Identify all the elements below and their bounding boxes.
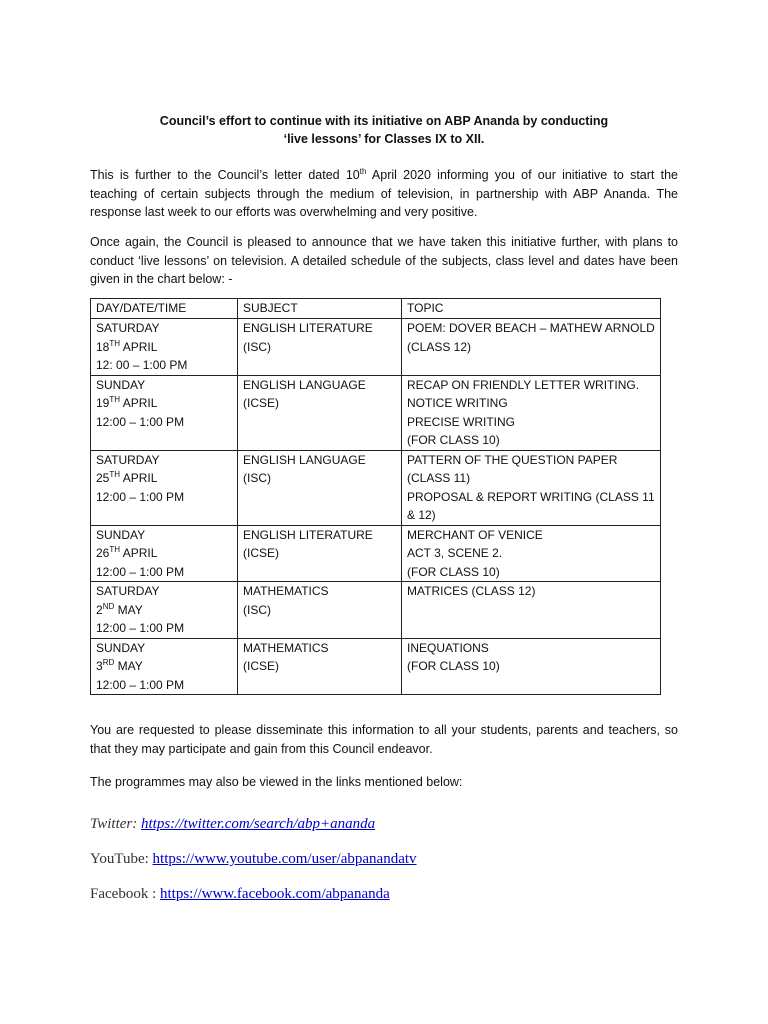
intro-text-b: April 2020 informing you of our initiative to start the teaching of certain subjects through the medium of television, in partnership with ABP Ananda. The response last week to our efforts was overwhelming and very positive. [90, 168, 678, 219]
topic-line: POEM: DOVER BEACH – MATHEW ARNOLD [407, 321, 655, 335]
subject-name: ENGLISH LANGUAGE [243, 452, 366, 467]
intro-text-a: This is further to the Council’s letter dated 10 [90, 168, 360, 182]
header-day-date-time: DAY/DATE/TIME [91, 299, 238, 319]
topic-line: PRECISE WRITING [407, 414, 516, 429]
facebook-link[interactable]: https://www.facebook.com/abpananda [159, 886, 390, 902]
cell-day-date-time [91, 525, 238, 582]
youtube-line [90, 851, 417, 868]
cell-time: 12:00 – 1:00 PM [96, 489, 185, 504]
intro-paragraph [90, 166, 678, 222]
table-header-row [91, 299, 661, 319]
date-month: MAY [114, 602, 143, 617]
cell-time: 12:00 – 1:00 PM [96, 621, 185, 635]
table-row [91, 582, 661, 639]
topic-line: INEQUATIONS [407, 640, 489, 655]
cell-day-date-time [91, 638, 238, 695]
cell-subject [238, 319, 402, 376]
date-month: APRIL [120, 546, 158, 560]
intro-superscript: th [359, 166, 367, 176]
title-line-2: ‘live lessons’ for Classes IX to XII. [283, 132, 485, 146]
topic-line: (CLASS 12) [407, 339, 472, 354]
cell-subject [238, 638, 402, 695]
date-month: APRIL [120, 339, 158, 354]
table-row [91, 525, 661, 582]
cell-day: SUNDAY [96, 527, 146, 542]
cell-date [96, 338, 237, 357]
title-line-1: Council’s effort to continue with its initiative on ABP Ananda by conducting [159, 114, 609, 128]
subject-name: ENGLISH LANGUAGE [243, 377, 366, 392]
table-row [91, 638, 661, 695]
date-suffix: TH [109, 545, 121, 554]
header-subject: SUBJECT [238, 299, 402, 319]
cell-time: 12:00 – 1:00 PM [96, 414, 185, 429]
cell-subject [238, 375, 402, 450]
date-month: MAY [114, 659, 143, 673]
twitter-line [90, 816, 375, 833]
date-month: APRIL [120, 471, 158, 485]
links-intro-paragraph: The programmes may also be viewed in the links mentioned below: [90, 775, 463, 789]
date-suffix: RD [102, 658, 115, 667]
date-suffix: ND [102, 601, 115, 611]
cell-day: SUNDAY [96, 640, 146, 655]
cell-topic [402, 638, 661, 695]
facebook-label: Facebook : [90, 886, 160, 902]
date-number: 18 [96, 339, 110, 354]
topic-line: ACT 3, SCENE 2. [407, 546, 503, 560]
cell-day-date-time [91, 319, 238, 376]
topic-line: (FOR CLASS 10) [407, 564, 500, 579]
cell-day-date-time [91, 582, 238, 639]
date-number: 2 [96, 602, 103, 617]
date-number: 3 [96, 659, 103, 673]
youtube-link[interactable]: https://www.youtube.com/user/abpanandatv [152, 851, 417, 867]
cell-time: 12: 00 – 1:00 PM [96, 358, 188, 372]
subject-board: (ISC) [243, 339, 271, 354]
cell-date [96, 469, 237, 488]
document-title [90, 112, 678, 148]
topic-line: NOTICE WRITING [407, 396, 508, 410]
date-suffix: TH [109, 470, 121, 479]
subject-board: (ICSE) [243, 546, 279, 560]
cell-subject [238, 525, 402, 582]
header-topic: TOPIC [402, 299, 661, 319]
date-suffix: TH [109, 338, 121, 348]
cell-day: SUNDAY [96, 377, 146, 392]
cell-day-date-time [91, 375, 238, 450]
subject-board: (ISC) [243, 602, 271, 617]
cell-topic [402, 525, 661, 582]
cell-day-date-time [91, 450, 238, 525]
subject-board: (ICSE) [243, 396, 279, 410]
cell-day: SATURDAY [96, 584, 160, 598]
topic-line: (FOR CLASS 10) [407, 433, 500, 447]
cell-date [96, 657, 237, 676]
table-row [91, 319, 661, 376]
cell-date [96, 394, 237, 413]
topic-line: (FOR CLASS 10) [407, 659, 500, 673]
topic-line: RECAP ON FRIENDLY LETTER WRITING. [407, 377, 640, 392]
cell-subject [238, 450, 402, 525]
cell-time: 12:00 – 1:00 PM [96, 564, 185, 579]
cell-date [96, 544, 237, 563]
cell-day: SATURDAY [96, 321, 160, 335]
facebook-line [90, 886, 390, 903]
cell-topic [402, 582, 661, 639]
topic-line: PATTERN OF THE QUESTION PAPER (CLASS 11) [407, 452, 618, 485]
date-number: 19 [96, 396, 110, 410]
subject-name: ENGLISH LITERATURE [243, 321, 373, 335]
subject-board: (ISC) [243, 471, 271, 485]
topic-line: MERCHANT OF VENICE [407, 527, 543, 542]
date-suffix: TH [109, 395, 121, 404]
table-row [91, 450, 661, 525]
cell-time: 12:00 – 1:00 PM [96, 677, 185, 692]
date-month: APRIL [120, 396, 158, 410]
table-row [91, 375, 661, 450]
subject-name: MATHEMATICS [243, 640, 329, 655]
announcement-paragraph: Once again, the Council is pleased to announce that we have taken this initiative further, with plans to conduct ‘live lessons’ on television. A detailed schedule of the subjects, class level and dates have been given in the chart below: - [90, 235, 678, 286]
cell-date [96, 601, 237, 620]
cell-subject [238, 582, 402, 639]
schedule-table [90, 298, 661, 695]
date-number: 25 [96, 471, 110, 485]
cell-topic [402, 450, 661, 525]
cell-day: SATURDAY [96, 452, 160, 467]
topic-line: PROPOSAL & REPORT WRITING (CLASS 11 & 12) [407, 489, 655, 522]
topic-line: MATRICES (CLASS 12) [407, 584, 536, 598]
subject-board: (ICSE) [243, 659, 279, 673]
dissemination-paragraph: You are requested to please disseminate this information to all your students, parents and teachers, so that they may participate and gain from this Council endeavor. [90, 723, 678, 756]
subject-name: MATHEMATICS [243, 584, 329, 598]
cell-topic [402, 375, 661, 450]
twitter-label: Twitter: [90, 816, 141, 832]
date-number: 26 [96, 546, 110, 560]
twitter-link[interactable]: https://twitter.com/search/abp+ananda [140, 816, 376, 832]
subject-name: ENGLISH LITERATURE [243, 527, 373, 542]
youtube-label: YouTube: [90, 851, 153, 867]
cell-topic [402, 319, 661, 376]
